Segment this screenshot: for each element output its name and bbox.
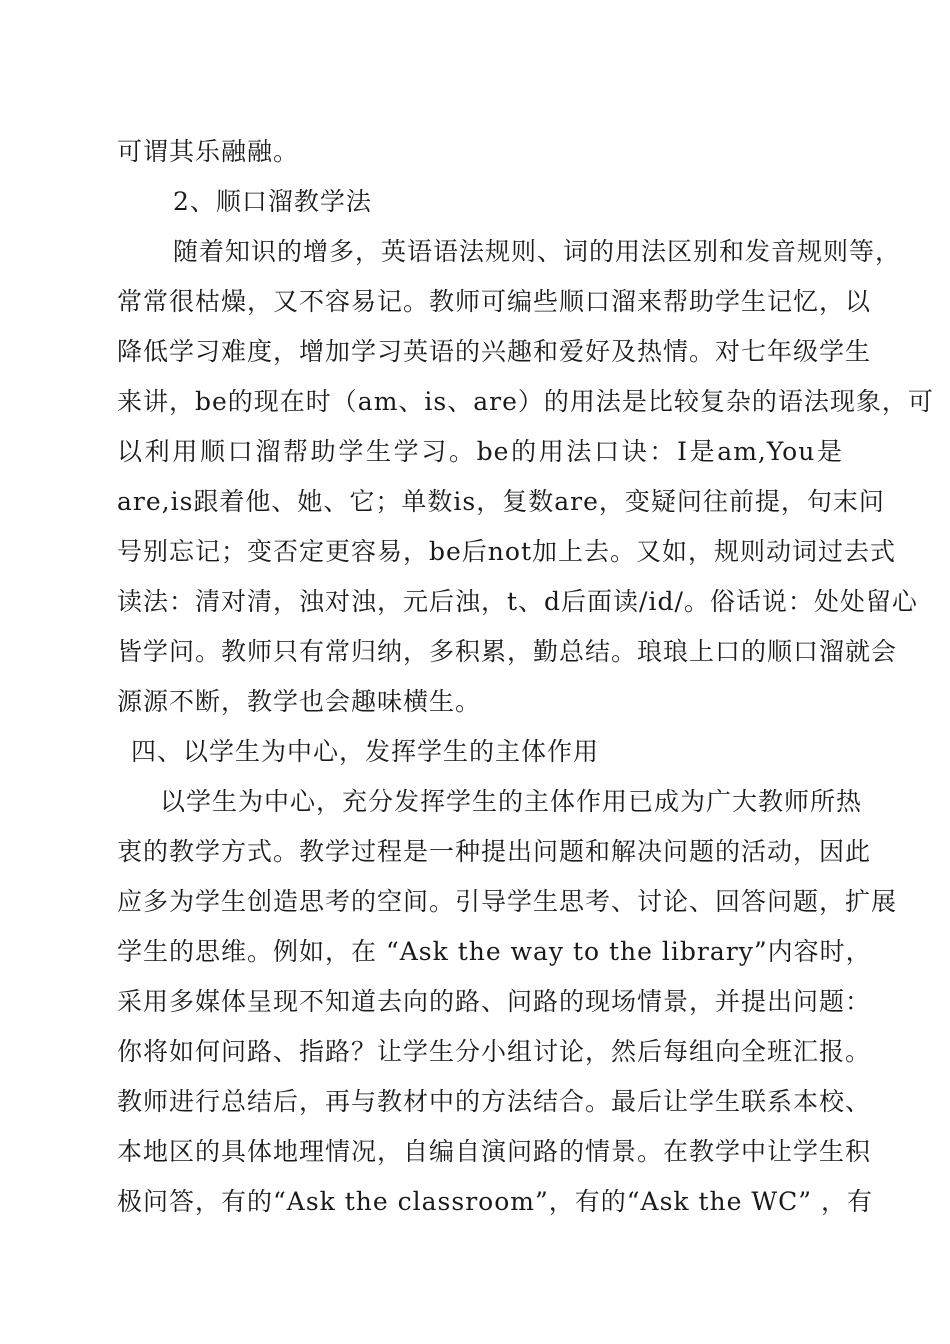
- text-line: 降低学习难度，增加学习英语的兴趣和爱好及热情。对七年级学生: [117, 337, 872, 366]
- text-line: 你将如何问路、指路？让学生分小组讨论，然后每组向全班汇报。: [117, 1037, 872, 1066]
- text-line: are,is跟着他、她、它；单数is，复数are，变疑问往前提，句末问: [117, 487, 885, 516]
- text-line: 源源不断，教学也会趣味横生。: [117, 687, 482, 716]
- text-line: 以利用顺口溜帮助学生学习。be的用法口诀：I是am,You是: [117, 437, 843, 466]
- text-line: 本地区的具体地理情况，自编自演问路的情景。在教学中让学生积: [117, 1137, 872, 1166]
- text-line: 号别忘记；变否定更容易，be后not加上去。又如，规则动词过去式: [117, 537, 896, 566]
- text-line: 以学生为中心，充分发挥学生的主体作用已成为广大教师所热: [160, 787, 863, 816]
- section-heading: 2、顺口溜教学法: [173, 187, 372, 216]
- text-line: 来讲，be的现在时（am、is、are）的用法是比较复杂的语法现象，可: [117, 387, 934, 416]
- text-line: 极问答，有的“Ask the classroom”，有的“Ask the WC” ，有: [117, 1187, 873, 1216]
- section-heading: 四、以学生为中心，发挥学生的主体作用: [131, 737, 600, 766]
- text-line: 常常很枯燥，又不容易记。教师可编些顺口溜来帮助学生记忆，以: [117, 287, 872, 316]
- text-line: 衷的教学方式。教学过程是一种提出问题和解决问题的活动，因此: [117, 837, 872, 866]
- text-line: 随着知识的增多，英语语法规则、词的用法区别和发音规则等，: [173, 237, 902, 266]
- text-line: 应多为学生创造思考的空间。引导学生思考、讨论、回答问题，扩展: [117, 887, 898, 916]
- text-line: 学生的思维。例如，在 “Ask the way to the library”内容时，: [117, 937, 872, 966]
- text-line: 教师进行总结后，再与教材中的方法结合。最后让学生联系本校、: [117, 1087, 872, 1116]
- text-line: 可谓其乐融融。: [117, 137, 300, 166]
- text-line: 读法：清对清，浊对浊，元后浊，t、d后面读/id/。俗话说：处处留心: [117, 587, 918, 616]
- text-line: 皆学问。教师只有常归纳，多积累，勤总结。琅琅上口的顺口溜就会: [117, 637, 898, 666]
- text-line: 采用多媒体呈现不知道去向的路、问路的现场情景，并提出问题：: [117, 987, 872, 1016]
